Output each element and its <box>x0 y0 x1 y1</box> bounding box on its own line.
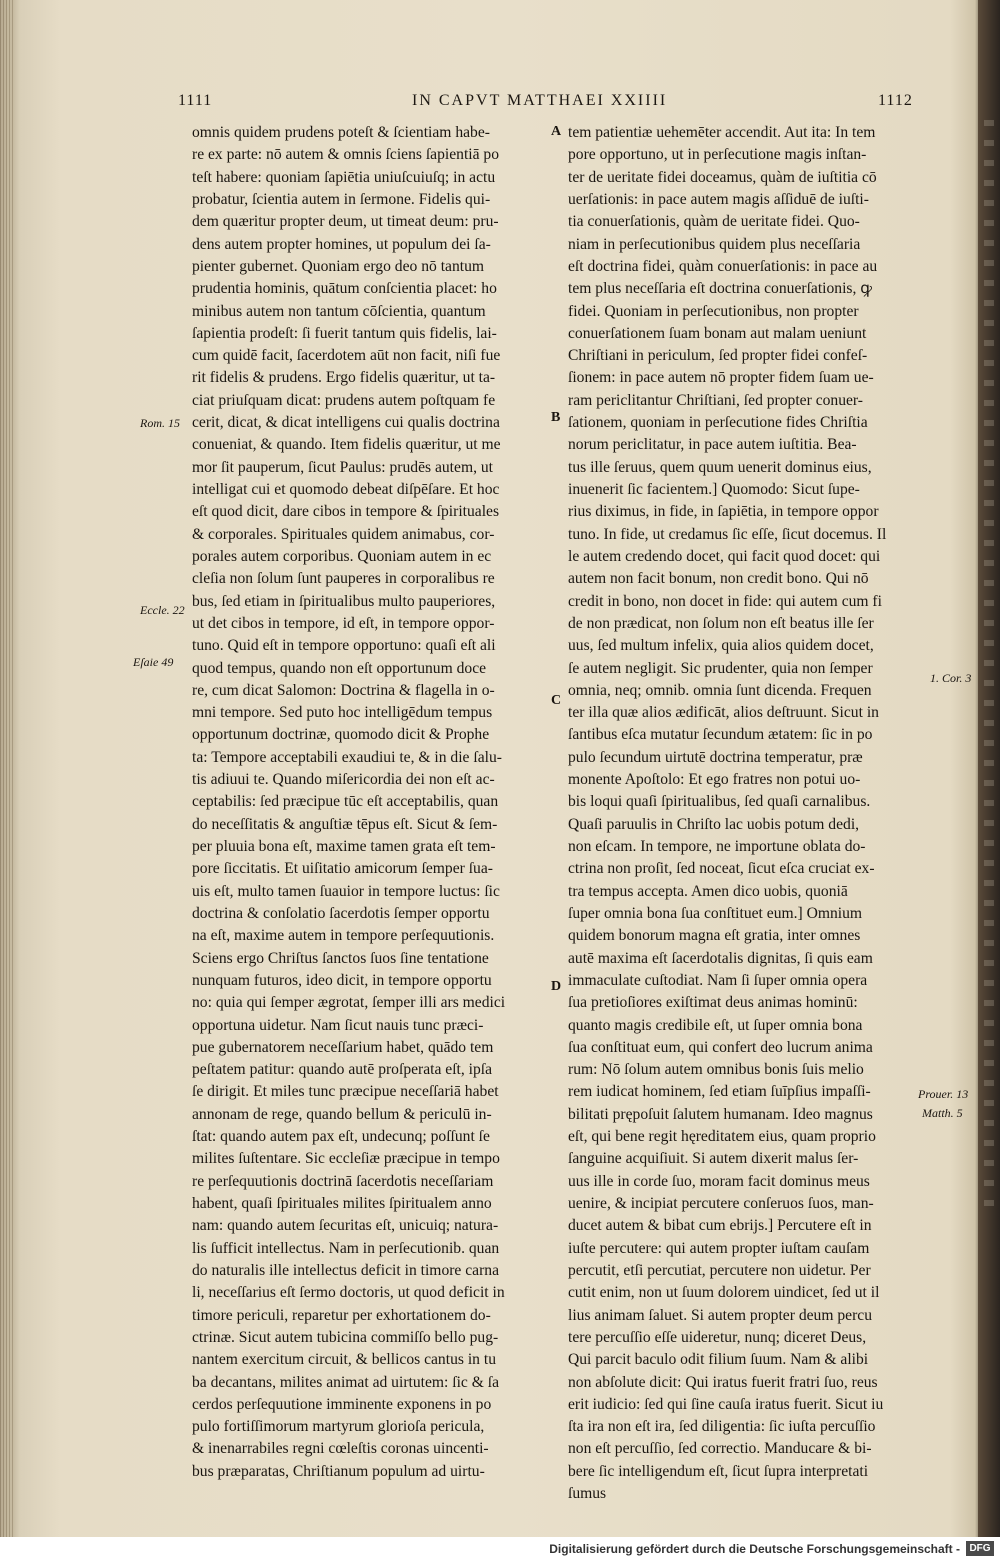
text-line: ſta ira non eſt ira, ſed diligentia: ſic iuſta percuſſio <box>568 1418 876 1436</box>
text-line: porales autem corporibus. Quoniam autem in ec <box>192 547 492 565</box>
text-line: pore opportuno, ut in perſecutione magis inſtan- <box>568 146 867 164</box>
text-line: Chriſtiani in periculum, ſed propter fidei confeſ- <box>568 347 868 365</box>
text-line: ram periclitantur Chriſtiani, ſed propter conuer- <box>568 391 863 409</box>
text-line: norum periclitatur, in pace autem iuſtitia. Bea- <box>568 436 857 454</box>
text-line: non abſolute dicit: Qui iratus fuerit fratri ſuo, reus <box>568 1373 878 1391</box>
text-line: ſuper omnia bona ſua conſtituet eum.] Omnium <box>568 904 863 922</box>
section-marker-b: B <box>551 410 561 425</box>
text-line: ciat priuſquam dicat: prudens autem poſtquam fe <box>192 391 496 409</box>
text-line: ſtat: quando autem pax eſt, undecunq; poſſunt ſe <box>192 1128 490 1146</box>
text-line: fidei. Quoniam in perſecutionibus, non propter <box>568 302 859 320</box>
text-line: erit iudicio: ſed qui ſine cauſa iratus fuerit. Sicut iu <box>568 1395 884 1413</box>
text-line: eſt quod dicit, dare cibos in tempore & ſpirituales <box>192 503 500 521</box>
text-line: mor ſit pauperum, ſicut Paulus: prudēs autem, ut <box>192 458 493 476</box>
text-line: le autem credendo docet, qui facit quod docet: qui <box>568 547 881 565</box>
text-line: dens autem propter homines, ut populum dei ſa- <box>192 235 491 253</box>
running-title: IN CAPVT MATTHAEI XXIIII <box>412 92 668 109</box>
text-line: percutit, etſi percutiat, percutere non uidetur. Per <box>568 1261 871 1279</box>
text-line: ctrinæ. Sicut autem tubicina commiſſo bello pug- <box>192 1328 499 1346</box>
text-line: bus præparatas, Chriſtianum populum ad uirtu- <box>192 1462 485 1480</box>
left-text-column <box>192 122 552 1483</box>
text-line: ctrina non proſit, ſed noceat, ſicut eſca cruciat ex- <box>568 860 875 878</box>
text-line: inuenerit ſic facientem.] Quomodo: Sicut ſupe- <box>568 481 860 498</box>
text-line: tem plus neceſſaria eſt doctrina conuerſationis, ꝙ <box>568 280 872 298</box>
text-line: quod tempus, quando non eſt opportunum doce <box>192 659 487 677</box>
text-line: mni tempore. Sed puto hoc intelligēdum tempus <box>192 704 493 722</box>
text-line: ducet autem & bibat cum ebrijs.] Percutere eſt in <box>568 1217 872 1235</box>
text-line: minibus autem non tantum cōſcientia, quantum <box>192 302 486 320</box>
text-line: ſe autem negligit. Sic prudenter, quia non ſemper <box>568 659 873 677</box>
text-line: no: quia qui ſemper ægrotat, ſemper illi ars medici <box>192 994 506 1012</box>
text-line: pulo ſecundum uirtutē doctrina temperatur, præ <box>568 748 863 766</box>
text-line: pore ſiccitatis. Et uiſitatio amicorum ſemper ſua- <box>192 860 493 878</box>
text-line: quidem bonorum magna eſt gratia, inter omnes <box>568 927 861 945</box>
text-line: do naturalis ille intellectus deficit in timore carna <box>192 1261 500 1279</box>
text-line: annonam de rege, quando bellum & periculū in- <box>192 1105 492 1123</box>
text-line: cerit, dicat, & dicat intelligens cui qualis doctrina <box>192 414 500 432</box>
text-line: autē maxima eſt ſacerdotalis dignitas, ſi quis eam <box>568 949 873 967</box>
text-line: uenire, & incipiat percutere conſeruos ſuos, man- <box>568 1195 874 1212</box>
text-line: nantem exercitum circuit, & bellicos cantus in tu <box>192 1351 496 1369</box>
text-line: conuerſationem ſuam bonam aut malam ueniunt <box>568 324 867 342</box>
text-line: monente Apoſtolo: Et ego fratres non potui uo- <box>568 771 861 789</box>
text-line: per pluuia bona eſt, maxime tamen grata eſt tem- <box>192 838 496 855</box>
text-line: pue gubernatorem neceſſarium habet, quādo tem <box>192 1038 494 1056</box>
margin-note-eccle: Eccle. 22 <box>140 603 185 617</box>
text-line: intelligat cui et quomodo debeat diſpēſare. Et hoc <box>192 481 500 498</box>
text-line: milites ſuſtentare. Sic eccleſiæ præcipue in tempo <box>192 1150 500 1168</box>
section-marker-d: D <box>551 979 562 994</box>
text-line: na eſt, maxime autem in tempore perſequutionis. <box>192 927 495 945</box>
text-line: ſapientia prodeſt: ſi fuerit tantum quis fidelis, lai- <box>192 324 497 342</box>
page-number-right: 1112 <box>878 92 913 109</box>
text-line: immaculate cuſtodiat. Nam ſi ſuper omnia opera <box>568 971 868 989</box>
text-line: timore periculi, reparetur per exhortationem do- <box>192 1306 491 1324</box>
section-marker-a: A <box>551 124 562 139</box>
text-line: cleſia non ſolum ſunt pauperes in corporalibus re <box>192 570 495 588</box>
text-line: non eſcam. In tempore, ne importune oblata do- <box>568 838 866 855</box>
text-line: probatur, ſcientia autem in ſermone. Fidelis qui- <box>192 190 491 208</box>
text-line: lis ſufficit intellectus. Nam in perſecutionib. quan <box>192 1239 500 1257</box>
text-line: ta: Tempore acceptabili exaudiui te, & in die ſalu- <box>192 748 502 766</box>
text-line: Qui parcit baculo odit filium ſuum. Nam & alibi <box>568 1351 869 1369</box>
text-line: rit fidelis & prudens. Ergo fidelis quæritur, ut ta- <box>192 369 496 387</box>
text-line: ſanguine acquiſiuit. Si autem dixerit malus ſer- <box>568 1150 859 1168</box>
text-line: nunquam futuros, ideo dicit, in tempore opportu <box>192 971 492 989</box>
section-marker-c: C <box>551 693 562 708</box>
text-line: tis adiuui te. Quando miſericordia dei non eſt ac- <box>192 771 495 789</box>
text-line: re, cum dicat Salomon: Doctrina & flagella in o- <box>192 681 495 699</box>
text-line: ſua conſtituat eum, qui confert deo lucrum anima <box>568 1038 873 1056</box>
page-stack-edge <box>0 0 14 1561</box>
text-line: uus ille in corde ſuo, moram facit dominus meus <box>568 1172 870 1190</box>
text-line: ſe dirigit. Et miles tunc præcipue neceſſariā habet <box>192 1083 499 1101</box>
text-line: Quaſi paruulis in Chriſto lac uobis potum dedi, <box>568 815 860 833</box>
right-text-column <box>568 122 936 1505</box>
text-line: tem patientiæ uehemēter accendit. Aut ita: In tem <box>568 124 876 141</box>
text-line: opportunum doctrinæ, quomodo dicit & Prophe <box>192 726 490 744</box>
margin-note-rom: Rom. 15 <box>140 416 180 430</box>
text-line: eſt doctrina fidei, quàm conuerſationis: in pace au <box>568 257 878 275</box>
text-line: quanto magis credibile eſt, ut ſuper omnia bona <box>568 1016 863 1034</box>
margin-note-prouer: Prouer. 13 <box>918 1087 969 1101</box>
text-line: tuno. Quid eſt in tempore opportuno: quaſi eſt ali <box>192 637 496 655</box>
text-line: iuſte percutere: qui autem propter iuſtam cauſam <box>568 1239 870 1257</box>
text-line: rum: Nō ſolum autem omnibus bonis ſuis melio <box>568 1061 864 1079</box>
text-line: li, neceſſarius eſt ſermo doctoris, ut quod deficit in <box>192 1284 505 1302</box>
text-line: omnia, neq; omnib. omnia ſunt dicenda. Frequen <box>568 681 872 699</box>
text-line: cerdos perſequutione imminente exponens in po <box>192 1395 492 1413</box>
text-line: ceptabilis: ſed præcipue tūc eſt acceptabilis, quan <box>192 793 499 811</box>
text-line: rem iudicat hominem, ſed etiam ſuīpſius impaſſi- <box>568 1083 871 1101</box>
text-line: & corporales. Spirituales quidem animabus, cor- <box>192 525 495 543</box>
text-line: bilitati prępoſuit ſalutem humanam. Ideo magnus <box>568 1105 873 1123</box>
text-line: cum quidē facit, ſacerdotem aūt non facit, niſi fue <box>192 347 501 365</box>
text-line: credit in bono, non docet in fide: qui autem cum fi <box>568 592 882 610</box>
text-line: do neceſſitatis & anguſtiæ tēpus eſt. Sicut & ſem- <box>192 815 498 833</box>
text-line: Sciens ergo Chriſtus ſanctos ſuos ſine tentatione <box>192 949 489 967</box>
text-line: bis loqui quaſi ſpiritualibus, ſed quaſi carnalibus. <box>568 793 871 811</box>
text-line: peſtatem patitur: quando autē proſperata eſt, ipſa <box>192 1061 493 1079</box>
text-line: opportuna uidetur. Nam ſicut nauis tunc præci- <box>192 1016 484 1034</box>
text-line: de non prædicat, non ſolum non eſt beatus ille ſer <box>568 614 874 632</box>
text-line: rius diximus, in fide, in ſapiētia, in tempore oppor <box>568 503 879 521</box>
text-line: ſua pretioſiores exiſtimat deus animas hominū: <box>568 994 858 1012</box>
text-line: habent, quaſi ſpirituales milites ſpiritualem anno <box>192 1195 492 1212</box>
text-line: prudentia hominis, quātum conſcientia placet: ho <box>192 280 497 298</box>
text-line: tere percuſſio eſſe uideretur, nunq; diceret Deus, <box>568 1328 867 1346</box>
text-line: bus, ſed etiam in ſpiritualibus multo pauperiores, <box>192 592 496 610</box>
text-line: conueniat, & quando. Item fidelis quæritur, ut me <box>192 436 501 454</box>
text-line: pulo fortiſſimorum martyrum glorioſa pericula, <box>192 1418 485 1436</box>
text-line: autem non facit bonum, non credit bono. Qui nō <box>568 570 869 588</box>
text-line: ba decantans, milites animat ad uirtutem: ſic & ſa <box>192 1373 500 1391</box>
running-header <box>0 92 1000 116</box>
text-line: ſantibus eſca mutatur ſecundum ætatem: ſic in po <box>568 726 873 744</box>
text-line: re perſequutionis doctrinā ſacerdotis neceſſariam <box>192 1172 494 1190</box>
text-line: teſt habere: quoniam ſapiētia uniuſcuiuſq; in actu <box>192 168 496 186</box>
text-line: eſt, qui bene regit hęreditatem eius, quam proprio <box>568 1128 876 1146</box>
binding-texture <box>984 120 994 1220</box>
dfg-logo: DFG <box>966 1541 994 1556</box>
margin-note-matth: Matth. 5 <box>922 1106 963 1120</box>
page-number-left: 1111 <box>178 92 213 109</box>
text-line: tra tempus accepta. Amen dico uobis, quoniā <box>568 882 848 900</box>
text-line: uis eſt, multo tamen ſuauior in tempore luctus: ſic <box>192 882 500 900</box>
text-line: nam: quando autem ſecuritas eſt, unicuiq; natura- <box>192 1217 499 1235</box>
text-line: ter de ueritate fidei doceamus, quàm de iuſtitia cō <box>568 168 877 186</box>
text-line: cutit enim, non ut ſuum dolorem uindicet, ſed ut il <box>568 1284 880 1302</box>
text-line: uus, ſed multum infelix, quia alios quidem docet, <box>568 637 874 655</box>
footer-credit-text: Digitalisierung gefördert durch die Deutsche Forschungsgemeinschaft - <box>549 1542 960 1556</box>
text-line: tus ille ſeruus, quem quum uenerit dominus eius, <box>568 458 872 476</box>
text-line: pienter gubernet. Quoniam ergo deo nō tantum <box>192 257 485 275</box>
digitization-footer <box>0 1537 1000 1561</box>
text-line: uerſationis: in pace autem magis aſſiduē de iuſti- <box>568 190 869 208</box>
text-line: bere ſic intelligendum eſt, ſicut ſupra interpretati <box>568 1462 869 1480</box>
text-line: ſumus <box>568 1485 607 1503</box>
text-line: ſionem: in pace autem nō propter fidem ſuam ue- <box>568 369 874 387</box>
text-line: doctrina & conſolatio ſacerdotis ſemper opportu <box>192 904 490 922</box>
text-line: ſationem, quoniam in perſecutione fides Chriſtia <box>568 414 868 432</box>
text-line: dem quæritur propter deum, ut timeat deum: pru- <box>192 213 499 231</box>
text-line: niam in perſecutionibus quidem plus neceſſaria <box>568 235 861 253</box>
text-line: lius animam ſaluet. Si autem propter deum percu <box>568 1306 872 1324</box>
margin-note-cor: 1. Cor. 3 <box>930 671 972 685</box>
text-line: ut det cibos in tempore, id eſt, in tempore oppor- <box>192 614 495 632</box>
text-line: & inenarrabiles regni cœleſtis coronas uincenti- <box>192 1440 489 1458</box>
text-line: tuno. In fide, ut credamus ſic eſſe, ſicut docemus. Il <box>568 525 887 543</box>
text-line: tia conuerſationis, quàm de ueritate fidei. Quo- <box>568 213 860 231</box>
margin-note-esaie: Eſaie 49 <box>133 655 174 669</box>
text-line: non eſt percuſſio, ſed correctio. Manducare & bi- <box>568 1440 872 1458</box>
text-line: omnis quidem prudens poteſt & ſcientiam habe- <box>192 124 490 141</box>
text-line: re ex parte: nō autem & omnis ſciens ſapientiā po <box>192 146 500 164</box>
text-line: ter illa quæ alios ædificāt, alios deſtruunt. Sicut in <box>568 704 879 722</box>
